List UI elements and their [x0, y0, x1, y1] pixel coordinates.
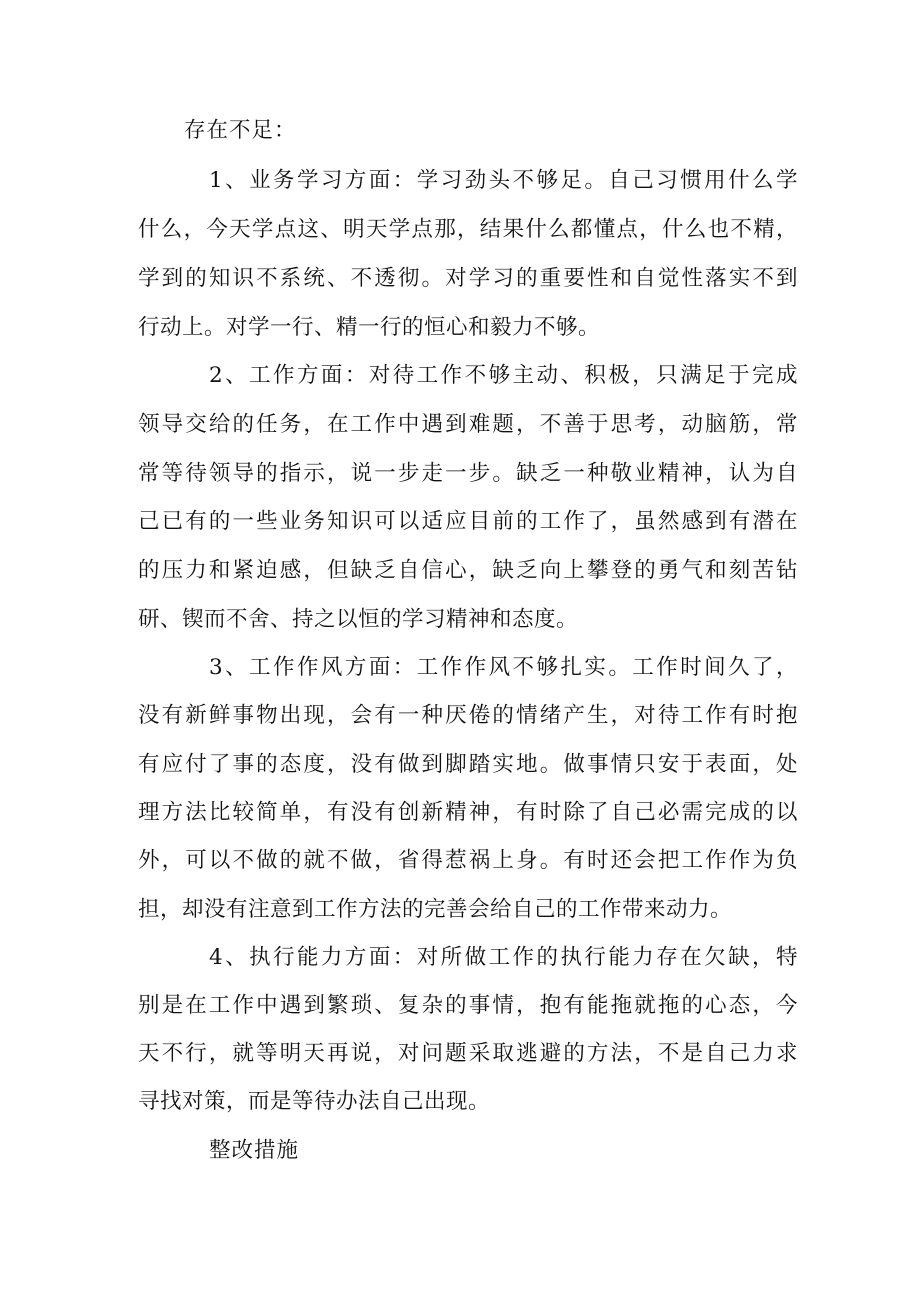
paragraph-3-line-4: 理方法比较简单，有没有创新精神，有时除了自己必需完成的以	[138, 800, 798, 825]
paragraph-2-line-5: 的压力和紧迫感，但缺乏自信心，缺乏向上攀登的勇气和刻苦钻	[138, 558, 798, 583]
section-title: 存在不足：	[184, 118, 297, 143]
paragraph-3-line-6: 担，却没有注意到工作方法的完善会给自己的工作带来动力。	[138, 897, 733, 922]
paragraph-2-line-3: 常等待领导的指示，说一步走一步。缺乏一种敬业精神，认为自	[138, 461, 798, 486]
paragraph-4-line-1: 4、执行能力方面：对所做工作的执行能力存在欠缺，特	[209, 945, 798, 970]
paragraph-2-line-4: 己已有的一些业务知识可以适应目前的工作了，虽然感到有潜在	[138, 509, 798, 534]
paragraph-2-line-2: 领导交给的任务，在工作中遇到难题，不善于思考，动脑筋，常	[138, 412, 798, 437]
paragraph-1-line-4: 行动上。对学一行、精一行的恒心和毅力不够。	[138, 315, 601, 340]
paragraph-4-line-2: 别是在工作中遇到繁琐、复杂的事情，抱有能拖就拖的心态，今	[138, 993, 798, 1018]
paragraph-4-line-4: 寻找对策，而是等待办法自己出现。	[138, 1089, 491, 1114]
paragraph-2-line-1: 2、工作方面：对待工作不够主动、积极，只满足于完成	[209, 363, 798, 388]
paragraph-1-line-2: 什么，今天学点这、明天学点那，结果什么都懂点，什么也不精，	[138, 217, 798, 242]
paragraph-3-line-1: 3、工作作风方面：工作作风不够扎实。工作时间久了，	[209, 655, 798, 680]
paragraph-3-line-3: 有应付了事的态度，没有做到脚踏实地。做事情只安于表面，处	[138, 752, 798, 777]
paragraph-1-line-1: 1、业务学习方面：学习劲头不够足。自己习惯用什么学	[209, 168, 798, 193]
paragraph-2-line-6: 研、锲而不舍、持之以恒的学习精神和态度。	[138, 607, 579, 632]
paragraph-4-line-3: 天不行，就等明天再说，对问题采取逃避的方法，不是自己力求	[138, 1041, 798, 1066]
closing-heading: 整改措施	[209, 1138, 300, 1163]
paragraph-3-line-2: 没有新鲜事物出现，会有一种厌倦的情绪产生，对待工作有时抱	[138, 703, 798, 728]
paragraph-3-line-5: 外，可以不做的就不做，省得惹祸上身。有时还会把工作作为负	[138, 848, 798, 873]
paragraph-1-line-3: 学到的知识不系统、不透彻。对学习的重要性和自觉性落实不到	[138, 266, 798, 291]
